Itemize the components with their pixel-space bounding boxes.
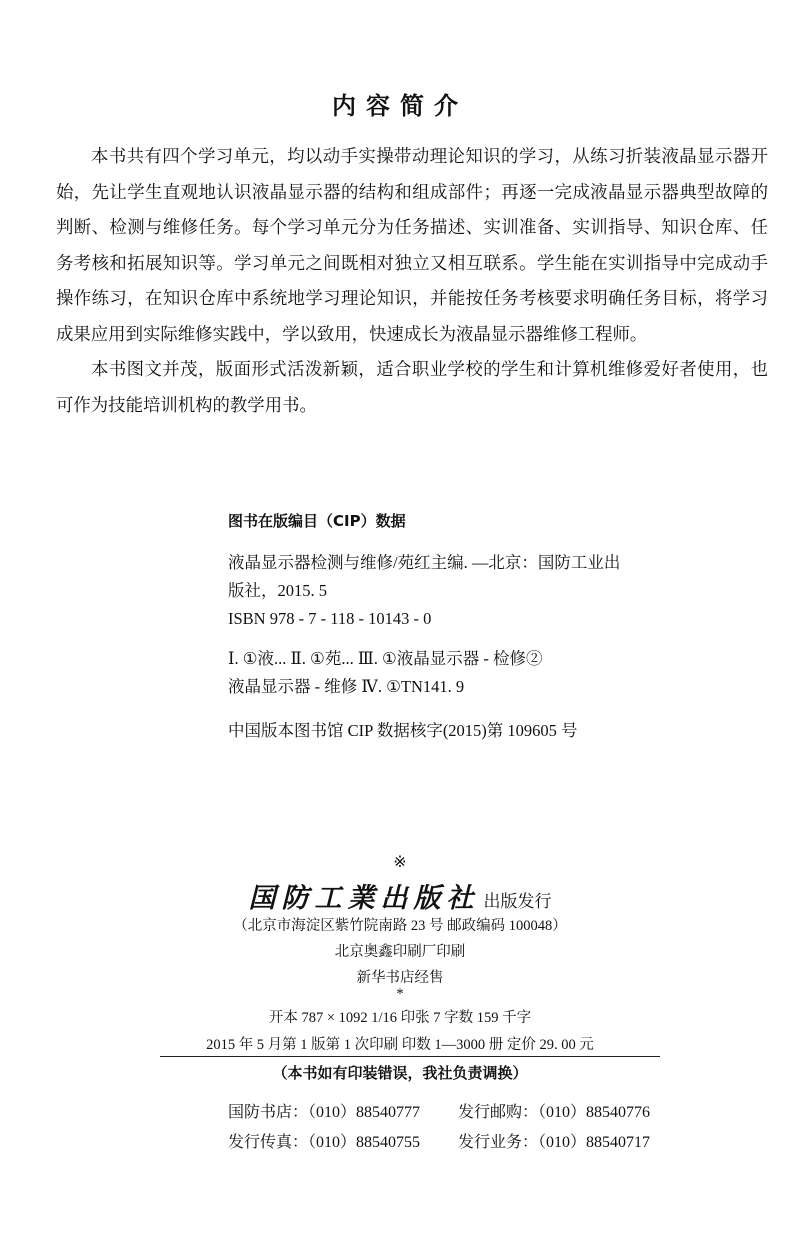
error-replacement-notice: （本书如有印装错误，我社负责调换） bbox=[272, 1064, 528, 1082]
cip-bibliographic-line: 液晶显示器检测与维修/苑红主编. —北京：国防工业出 bbox=[228, 553, 621, 572]
decorative-mark: ※ bbox=[393, 852, 407, 871]
publisher-suffix: 出版发行 bbox=[483, 892, 552, 912]
cip-data-block bbox=[228, 510, 648, 745]
cip-record-number: 中国版本图书馆 CIP 数据核字(2015)第 109605 号 bbox=[228, 721, 578, 740]
format-info: 开本 787 × 1092 1/16 印张 7 字数 159 千字 bbox=[268, 1010, 532, 1026]
divider bbox=[160, 1056, 660, 1057]
mail-order-phone: 发行邮购：（010）88540776 bbox=[458, 1104, 651, 1121]
publisher-logo: 国防工業出版社 bbox=[248, 883, 480, 913]
separator-mark: * bbox=[396, 986, 404, 1002]
cip-classification-line: 液晶显示器 - 维修 Ⅳ. ①TN141. 9 bbox=[228, 677, 465, 696]
bookstore-phone: 国防书店：（010）88540777 bbox=[228, 1104, 421, 1121]
contact-block bbox=[228, 1098, 688, 1158]
cip-classification-line: Ⅰ. ①液... Ⅱ. ①苑... Ⅲ. ①液晶显示器 - 检修② bbox=[228, 649, 543, 668]
summary-paragraph: 本书共有四个学习单元，均以动手实操带动理论知识的学习，从练习折装液晶显示器开始，先让学生直观地认识液晶显示器的结构和组成部件；再逐一完成液晶显示器典型故障的判断、检测与维修任务。每个学习单元分为任务描述、实训准备、实训指导、知识仓库、任务考核和拓展知识等。学习单元之间既相对独立又相互联系。学生能在实训指导中完成动手操作练习，在知识仓库中系统地学习理论知识，并能按任务考核要求明确任务目标，将学习成果应用到实际维修实践中，学以致用，快速成长为液晶显示器维修工程师。 bbox=[56, 147, 768, 345]
cip-heading: 图书在版编目（CIP）数据 bbox=[228, 512, 406, 530]
publisher-address: （北京市海淀区紫竹院南路 23 号 邮政编码 100048） bbox=[233, 918, 567, 934]
edition-price-info: 2015 年 5 月第 1 版第 1 次印刷 印数 1—3000 册 定价 29. 00 元 bbox=[206, 1037, 594, 1053]
summary-paragraph: 本书图文并茂，版面形式活泼新颖，适合职业学校的学生和计算机维修爱好者使用，也可作为技能培训机构的教学用书。 bbox=[56, 360, 768, 416]
printer-name: 北京奥鑫印刷厂印刷 bbox=[334, 944, 466, 960]
cip-isbn: ISBN 978 - 7 - 118 - 10143 - 0 bbox=[228, 609, 432, 628]
business-phone: 发行业务：（010）88540717 bbox=[458, 1134, 651, 1151]
fax-number: 发行传真：（010）88540755 bbox=[228, 1134, 421, 1151]
summary-title: 内容简介 bbox=[332, 92, 468, 120]
publisher-line bbox=[0, 876, 800, 915]
distributor-name: 新华书店经售 bbox=[356, 970, 444, 986]
cip-bibliographic-line: 版社，2015. 5 bbox=[228, 581, 327, 600]
summary-body bbox=[56, 140, 768, 424]
